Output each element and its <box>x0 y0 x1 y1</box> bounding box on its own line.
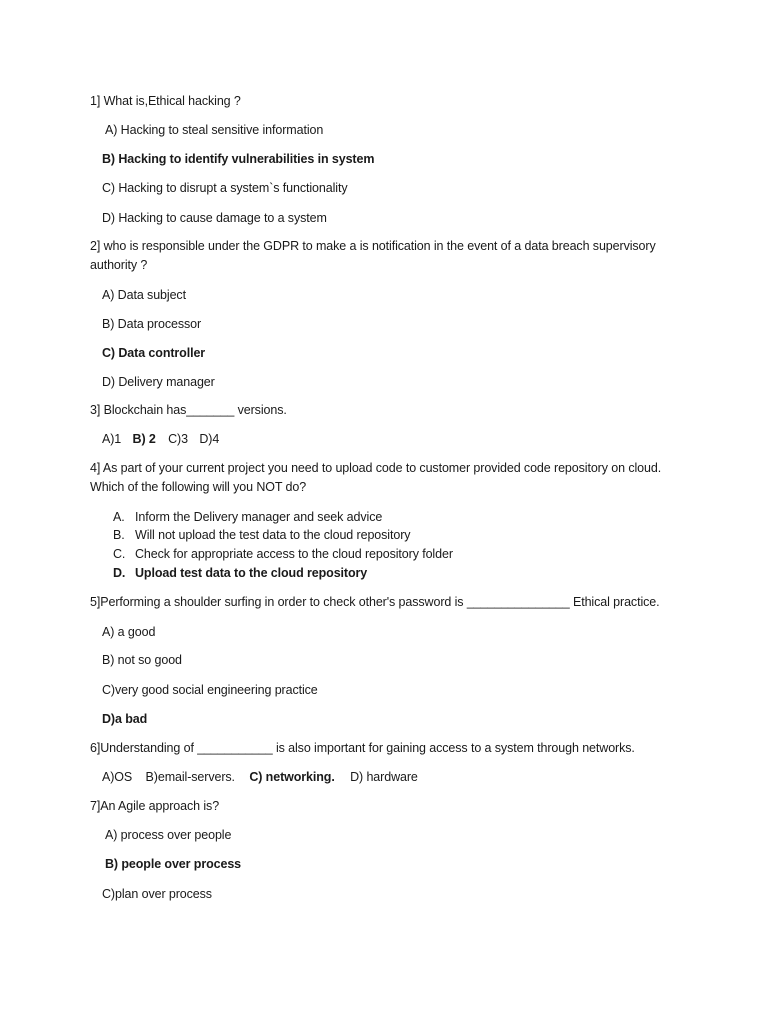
question-5-option-d-answer: D)a bad <box>102 712 148 726</box>
question-1-option-c: C) Hacking to disrupt a system`s functionality <box>102 181 348 195</box>
question-7-option-c: C)plan over process <box>102 887 212 901</box>
question-2-option-d: D) Delivery manager <box>102 375 215 389</box>
question-4-option-a-label: A. <box>113 510 125 524</box>
question-3-options <box>102 430 219 449</box>
question-4-option-c-text: Check for appropriate access to the cloud repository folder <box>135 547 453 561</box>
question-6-option-c-answer: C) networking. <box>249 770 335 784</box>
question-3-option-d: D)4 <box>199 432 220 446</box>
question-4-option-a-text: Inform the Delivery manager and seek advice <box>135 510 383 524</box>
question-1-option-a: A) Hacking to steal sensitive information <box>105 123 324 137</box>
question-3-option-c: C)3 <box>168 432 188 446</box>
question-5-option-b: B) not so good <box>102 653 182 667</box>
question-3: 3] Blockchain has_______ versions. <box>90 403 287 417</box>
question-7-option-b-answer: B) people over process <box>105 857 242 871</box>
question-2-option-c-answer: C) Data controller <box>102 346 206 360</box>
question-6-option-b: B)email-servers. <box>145 770 235 784</box>
question-2-option-b: B) Data processor <box>102 317 202 331</box>
question-4-option-d-answer <box>113 564 367 583</box>
question-1-option-b-answer: B) Hacking to identify vulnerabilities in system <box>102 152 375 166</box>
question-6-option-d: D) hardware <box>350 770 418 784</box>
question-4-option-d-text: Upload test data to the cloud repository <box>135 566 368 580</box>
question-5-option-c: C)very good social engineering practice <box>102 683 318 697</box>
question-6-option-a: A)OS <box>102 770 133 784</box>
question-5: 5]Performing a shoulder surfing in order to check other's password is _______________ Ethical practice. <box>90 595 660 609</box>
question-4-option-d-label: D. <box>113 566 126 580</box>
question-2: 2] who is responsible under the GDPR to make a is notification in the event of a data breach supervisory authority ? <box>90 239 656 272</box>
question-7: 7]An Agile approach is? <box>90 799 220 813</box>
question-2-option-a: A) Data subject <box>102 288 186 302</box>
question-1: 1] What is,Ethical hacking ? <box>90 94 241 108</box>
question-1-option-d: D) Hacking to cause damage to a system <box>102 211 327 225</box>
question-4-option-b-label: B. <box>113 528 125 542</box>
question-4-option-a <box>113 508 382 527</box>
question-4: 4] As part of your current project you need to upload code to customer provided code repository on cloud. Which of the following will you NOT do? <box>90 461 662 494</box>
question-4-option-c-label: C. <box>113 547 126 561</box>
question-6: 6]Understanding of ___________ is also important for gaining access to a system through networks. <box>90 741 635 755</box>
question-3-option-b-answer: B) 2 <box>132 432 156 446</box>
question-4-option-b-text: Will not upload the test data to the cloud repository <box>135 528 411 542</box>
question-7-option-a: A) process over people <box>105 828 232 842</box>
question-4-option-c <box>113 545 453 564</box>
question-5-option-a: A) a good <box>102 625 156 639</box>
question-3-option-a: A)1 <box>102 432 122 446</box>
question-6-options <box>102 768 418 787</box>
question-4-option-b <box>113 526 410 545</box>
